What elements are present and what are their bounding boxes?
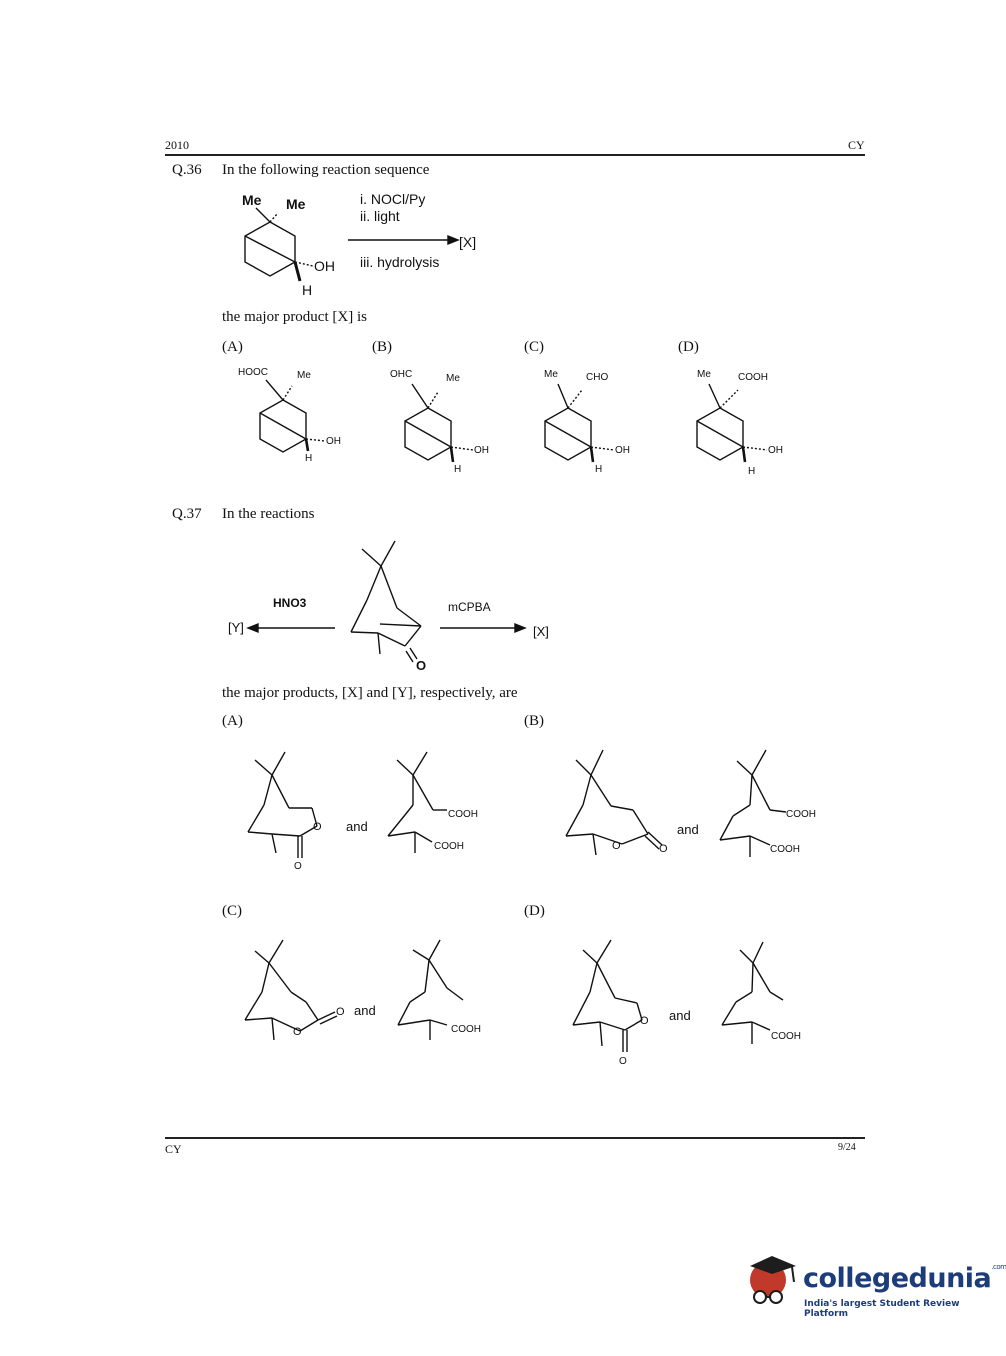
q37-d-and: and (669, 1008, 691, 1023)
collegedunia-logo-suffix: .com (991, 1263, 1006, 1271)
q37-question: the major products, [X] and [Y], respectively, are (222, 685, 518, 701)
q37-c-acid1: COOH (451, 1024, 481, 1035)
q36-c-g1: Me (544, 369, 558, 380)
collegedunia-tagline: India's largest Student Review Platform (804, 1299, 960, 1319)
q37-product-right: [X] (533, 624, 549, 639)
q37-b-keto-o: O (659, 843, 668, 855)
q37-b-acid2: COOH (770, 844, 800, 855)
q37-c-and: and (354, 1003, 376, 1018)
q37-d-acid1: COOH (771, 1031, 801, 1042)
header-paper-code: CY (848, 138, 865, 152)
q37-a-keto-o: O (294, 861, 302, 872)
q36-d-h: H (748, 466, 756, 477)
header-year: 2010 (165, 138, 189, 152)
q37-d-ring-o: O (640, 1015, 649, 1027)
q36-reactant-structure (245, 208, 313, 281)
q36-option-a-structure (260, 380, 325, 452)
q37-a-acid2: COOH (434, 841, 464, 852)
q37-number: Q.37 (172, 506, 202, 522)
q36-d-oh: OH (768, 445, 783, 456)
q37-a-and: and (346, 819, 368, 834)
q37-option-c-lactone (245, 940, 337, 1040)
footer-paper-code: CY (165, 1142, 182, 1156)
q37-reagent-right: mCPBA (448, 600, 491, 614)
q36-option-a-label: (A) (222, 339, 243, 355)
q36-a-g2: Me (297, 370, 311, 381)
q37-c-keto-o: O (336, 1006, 345, 1018)
q36-a-oh: OH (326, 436, 341, 447)
q36-option-c-structure (545, 384, 614, 462)
q36-c-oh: OH (615, 445, 630, 456)
q36-reagent-2: ii. light (360, 208, 400, 224)
q36-option-b-label: (B) (372, 339, 392, 355)
q36-d-g2: COOH (738, 372, 768, 383)
q37-b-acid1: COOH (786, 809, 816, 820)
q37-c-ring-o: O (293, 1026, 302, 1038)
q37-b-and: and (677, 822, 699, 837)
q36-reagent-1: i. NOCl/Py (360, 191, 426, 207)
q37-reagent-left: HNO3 (273, 596, 307, 610)
q37-option-d-label: (D) (524, 903, 545, 919)
q37-product-left: [Y] (228, 620, 244, 635)
q36-a-h: H (305, 453, 313, 464)
q36-c-h: H (595, 464, 603, 475)
q37-option-a-label: (A) (222, 713, 243, 729)
q36-reactant-h: H (302, 282, 313, 298)
q37-text: In the reactions (222, 506, 315, 522)
q36-reagent-3: iii. hydrolysis (360, 254, 440, 270)
q36-b-oh: OH (474, 445, 489, 456)
q37-b-ring-o: O (612, 840, 621, 852)
q36-product-label: [X] (459, 234, 477, 250)
q36-d-g1: Me (697, 369, 711, 380)
q36-b-g1: OHC (390, 369, 413, 380)
q36-option-b-structure (405, 384, 473, 462)
collegedunia-logo-icon (744, 1252, 802, 1310)
q36-question: the major product [X] is (222, 309, 367, 325)
q36-option-d-structure (697, 384, 767, 462)
q36-option-d-label: (D) (678, 339, 699, 355)
q36-c-g2: CHO (586, 372, 609, 383)
q37-option-b-diacid (720, 750, 786, 857)
q36-b-h: H (454, 464, 462, 475)
q36-option-c-label: (C) (524, 339, 544, 355)
q37-option-c-label: (C) (222, 903, 242, 919)
q36-reactant-me1: Me (242, 192, 262, 208)
q37-camphor-structure (351, 541, 421, 662)
q37-camphor-o: O (416, 658, 427, 673)
q36-a-g1: HOOC (238, 367, 268, 378)
footer-page-number: 9/24 (838, 1142, 856, 1153)
q37-option-a-lactone (248, 752, 317, 858)
q37-option-b-label: (B) (524, 713, 544, 729)
q37-a-ring-o: O (313, 821, 322, 833)
q36-reactant-oh: OH (314, 258, 335, 274)
q37-option-d-lactone (573, 940, 642, 1052)
q36-b-g2: Me (446, 373, 460, 384)
q36-text: In the following reaction sequence (222, 162, 430, 178)
footer-rule (165, 1137, 865, 1139)
q36-reactant-me2: Me (286, 196, 306, 212)
q36-number: Q.36 (172, 162, 202, 178)
collegedunia-logo-text: collegedunia$^{.com}$ (803, 1263, 1006, 1294)
q37-option-a-diacid (388, 752, 447, 853)
q37-option-d-monoacid (722, 942, 783, 1044)
q37-d-keto-o: O (619, 1056, 627, 1067)
q37-a-acid1: COOH (448, 809, 478, 820)
